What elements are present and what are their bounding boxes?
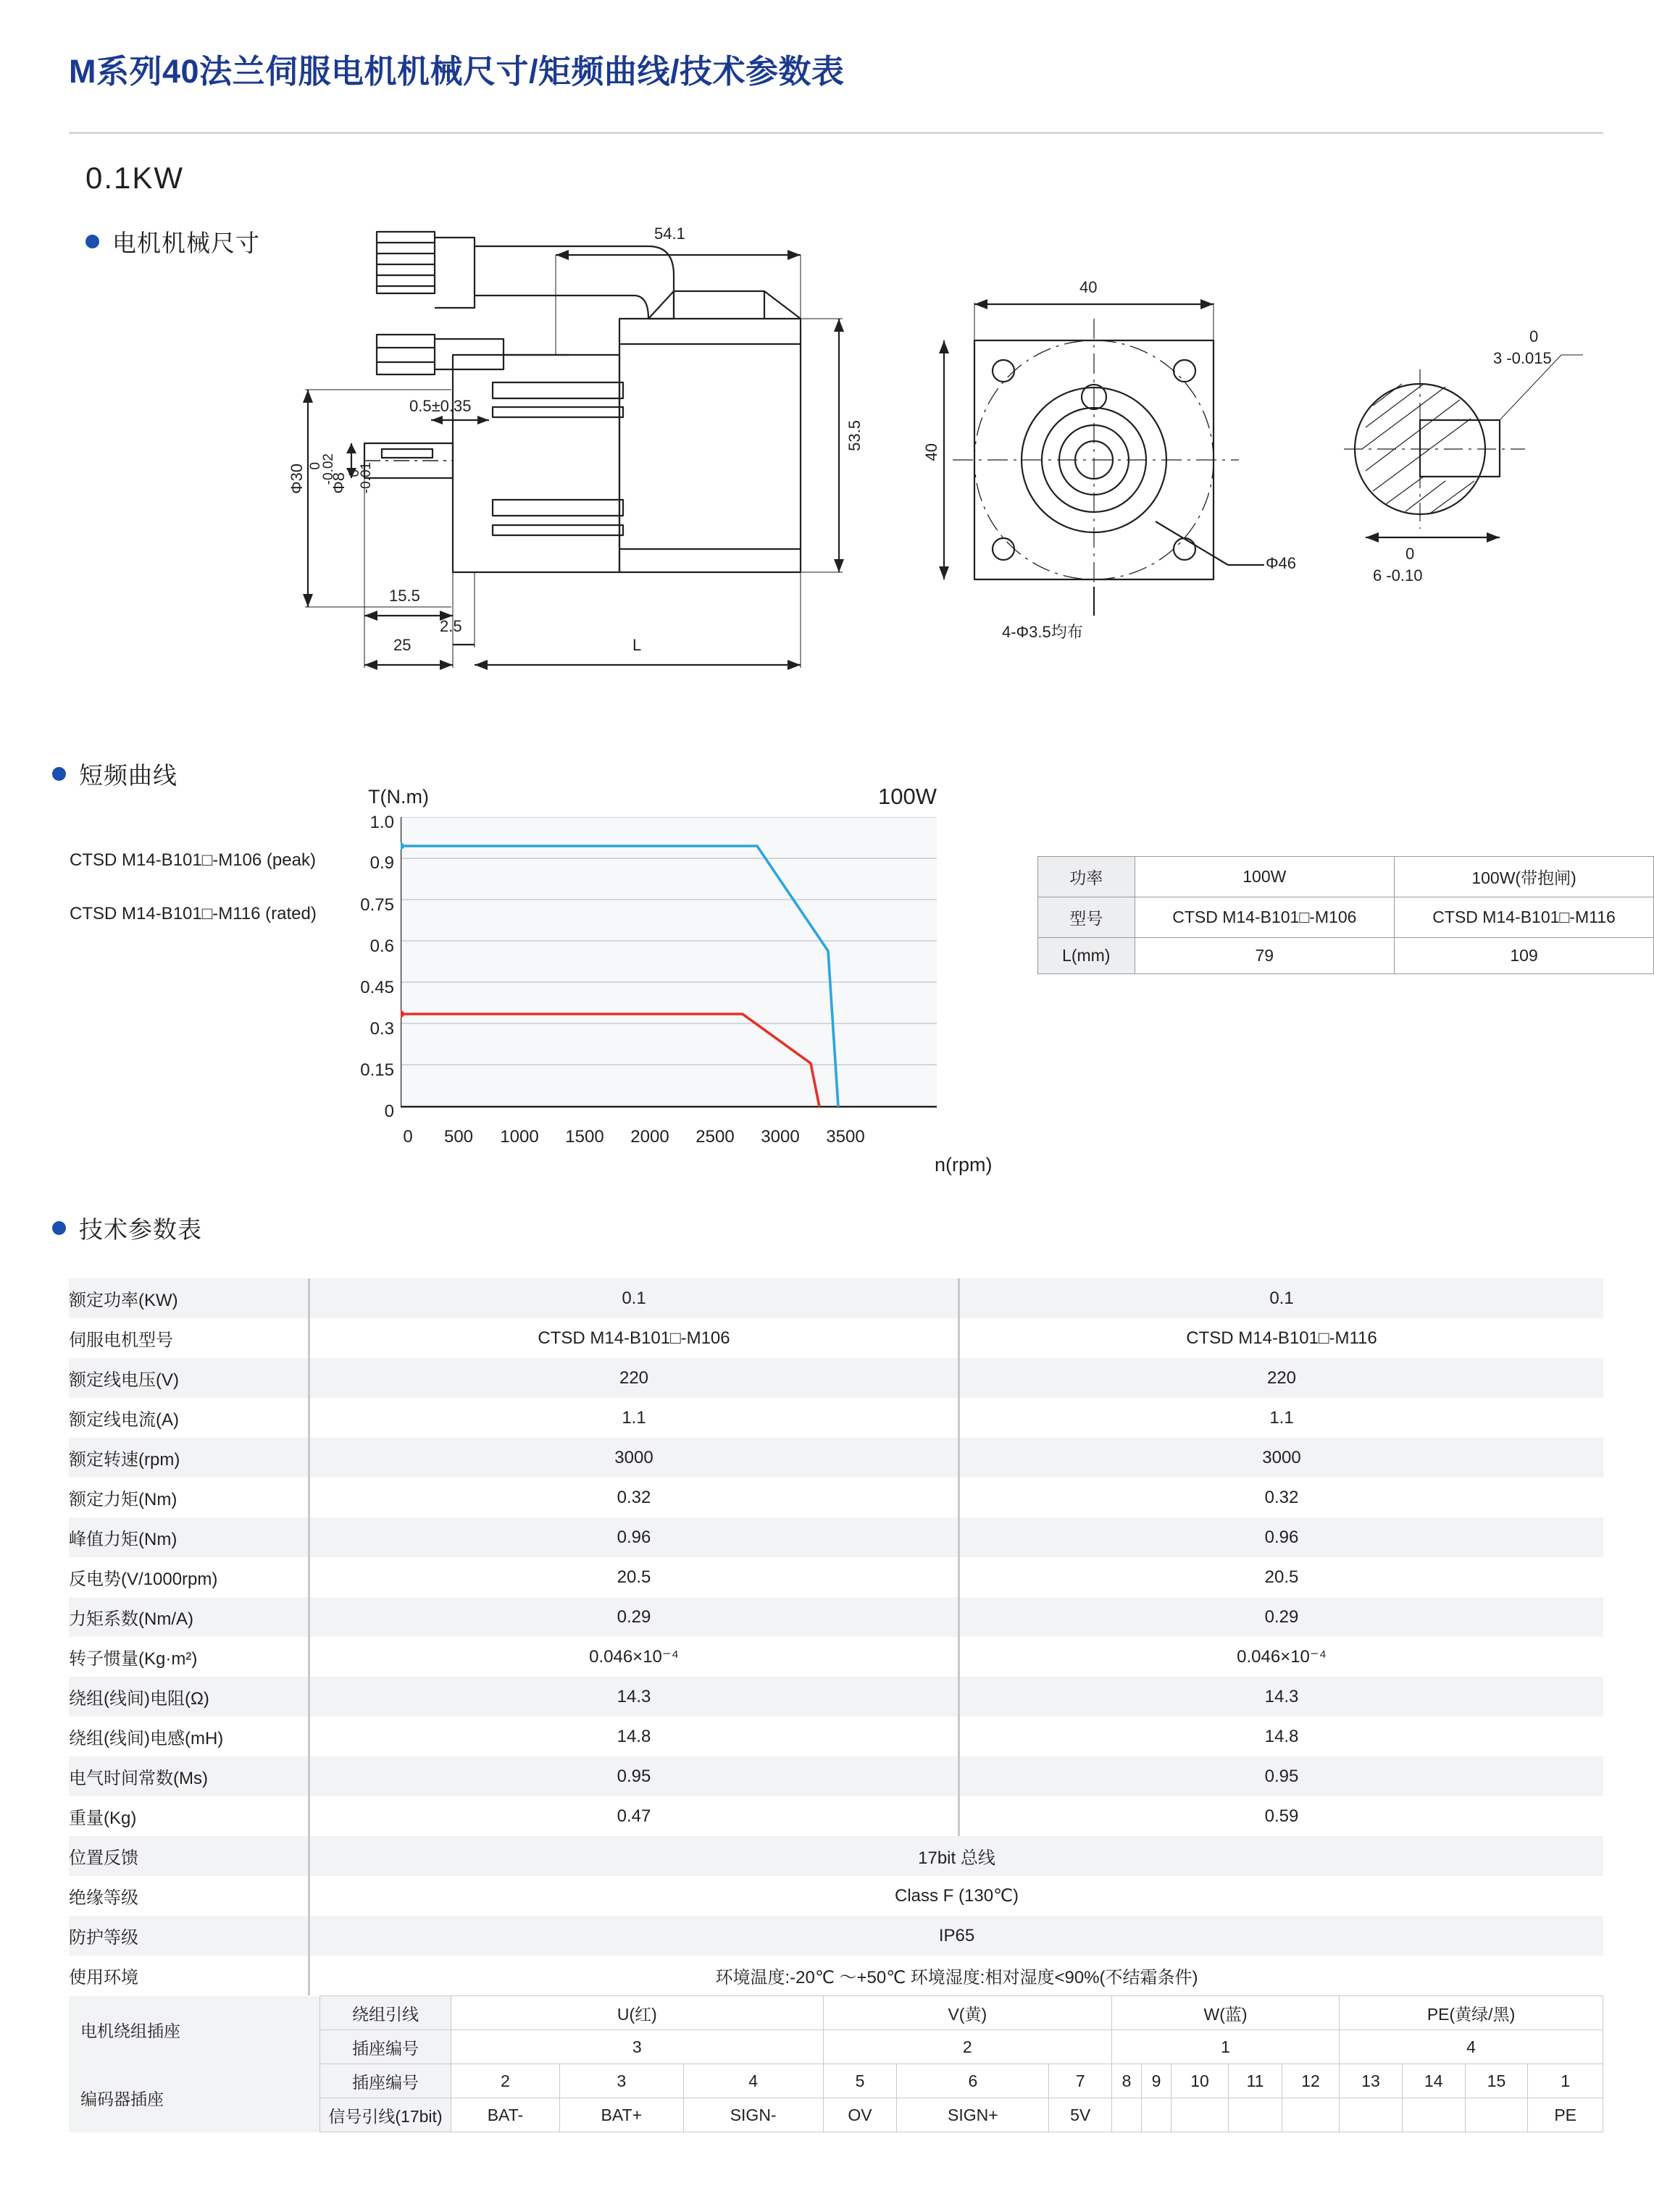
dim-L: L [632, 636, 642, 654]
bullet-icon [52, 767, 66, 781]
param-label: 力矩系数(Nm/A) [69, 1609, 193, 1629]
winding-phase-u: U(红) [451, 1996, 824, 2030]
section-label: 短频曲线 [79, 762, 177, 789]
y-tick-0-45: 0.45 [360, 978, 394, 997]
winding-phase-w: W(蓝) [1112, 1996, 1340, 2030]
chart-y-axis-label: T(N.m) [368, 786, 429, 808]
param-label: 转子惯量(Kg·m²) [69, 1649, 198, 1669]
x-tick-1500: 1500 [565, 1127, 604, 1147]
chart-plot-svg [401, 817, 951, 1121]
table-row [69, 1318, 1603, 1358]
param-value-col2: 0.96 [959, 1517, 1604, 1557]
section-label: 技术参数表 [79, 1216, 202, 1243]
table-row [69, 1398, 1603, 1438]
encoder-row1-label: 插座编号 [320, 2064, 451, 2098]
dim-53-5: 53.5 [845, 420, 864, 451]
param-label: 使用环境 [69, 1968, 138, 1987]
winding-num-pe: 4 [1340, 2030, 1603, 2064]
encoder-signal: BAT- [451, 2098, 560, 2132]
param-label: 额定功率(KW) [69, 1291, 178, 1310]
param-value-merged: IP65 [309, 1916, 1604, 1956]
power-rating-label: 0.1KW [85, 161, 185, 195]
param-value-col1: 0.046×10⁻⁴ [309, 1637, 959, 1677]
table-row [69, 1796, 1603, 1836]
param-label: 防护等级 [69, 1928, 138, 1948]
param-label: 绝缘等级 [69, 1888, 138, 1908]
param-value-merged: Class F (130℃) [309, 1876, 1604, 1916]
table-row [69, 1956, 1603, 1995]
param-label: 峰值力矩(Nm) [69, 1530, 177, 1549]
dim-2-5: 2.5 [440, 617, 462, 635]
winding-row2-label: 插座编号 [320, 2030, 451, 2064]
encoder-signal [1340, 2098, 1403, 2132]
encoder-pin: 14 [1402, 2064, 1465, 2098]
x-tick-0: 0 [403, 1127, 413, 1147]
dim-phi30: Φ30 [288, 464, 306, 495]
dim-flange-40-side: 40 [922, 443, 940, 461]
param-value-col2: 0.046×10⁻⁴ [959, 1637, 1604, 1677]
param-label: 绕组(线间)电阻(Ω) [69, 1689, 209, 1709]
param-label: 电气时间常数(Ms) [69, 1769, 208, 1788]
y-tick-0-3: 0.3 [369, 1019, 394, 1039]
param-label: 伺服电机型号 [69, 1331, 173, 1350]
encoder-pin: 5 [823, 2064, 897, 2098]
title-divider [69, 132, 1603, 134]
param-label: 重量(Kg) [69, 1809, 137, 1828]
table-row [69, 1517, 1603, 1557]
param-value-col1: 0.95 [309, 1756, 959, 1796]
mechanical-drawing [69, 210, 1590, 703]
x-tick-500: 500 [443, 1127, 474, 1147]
encoder-signal: OV [823, 2098, 897, 2132]
encoder-pin: 11 [1229, 2064, 1282, 2098]
section-curve-heading [52, 757, 177, 791]
param-label: 绕组(线间)电感(mH) [69, 1729, 224, 1748]
encoder-signal: SIGN+ [897, 2098, 1049, 2132]
winding-phase-v: V(黄) [823, 1996, 1111, 2030]
param-value-col2: 20.5 [959, 1557, 1604, 1597]
encoder-signal [1402, 2098, 1465, 2132]
bullet-icon [52, 1221, 66, 1235]
encoder-signal [1229, 2098, 1282, 2132]
encoder-pin: 3 [559, 2064, 683, 2098]
key-dim-6: 6 -0.10 [1373, 566, 1423, 585]
table-row [69, 1597, 1603, 1637]
encoder-row2-label: 信号引线(17bit) [320, 2098, 451, 2132]
parameters-main-table [69, 1278, 1603, 1995]
encoder-signal: SIGN- [683, 2098, 823, 2132]
section-label: 电机机械尺寸 [112, 230, 260, 256]
param-value-col2: 0.95 [959, 1756, 1604, 1796]
param-value-col2: 0.29 [959, 1597, 1604, 1637]
table-row [69, 1677, 1603, 1717]
encoder-signal: PE [1528, 2098, 1603, 2132]
spec-row-head: 型号 [1038, 897, 1135, 938]
key-dim-3: 3 -0.015 [1493, 349, 1552, 367]
param-value-col2: CTSD M14-B101□-M116 [959, 1318, 1604, 1358]
table-row [69, 1478, 1603, 1517]
x-tick-1000: 1000 [500, 1127, 539, 1147]
winding-num-u: 3 [451, 2030, 824, 2064]
param-label: 反电势(V/1000rpm) [69, 1570, 218, 1589]
encoder-pin: 6 [897, 2064, 1049, 2098]
spec-cell: 100W [1135, 857, 1395, 897]
param-label: 额定力矩(Nm) [69, 1490, 177, 1509]
spec-row-head: 功率 [1038, 857, 1135, 897]
dim-phi46: Φ46 [1266, 554, 1297, 572]
table-row [69, 1358, 1603, 1398]
encoder-signal: 5V [1049, 2098, 1112, 2132]
param-value-col1: 0.96 [309, 1517, 959, 1557]
chart-x-axis-label: n(rpm) [935, 1154, 993, 1176]
chart-legend-item-0: CTSD M14-B101□-M106 (peak) [70, 850, 316, 870]
dim-4-phi3-5: 4-Φ3.5均布 [1002, 623, 1083, 641]
param-label: 位置反馈 [69, 1848, 138, 1868]
table-row [69, 1756, 1603, 1796]
param-value-col1: 20.5 [309, 1557, 959, 1597]
key-tol-3-top: 0 [1529, 327, 1539, 345]
param-value-col1: 14.3 [309, 1677, 959, 1717]
param-label: 额定线电流(A) [69, 1410, 179, 1430]
table-row [69, 1637, 1603, 1677]
section-params-heading [52, 1211, 202, 1245]
spec-cell: 100W(带抱闸) [1395, 857, 1654, 897]
param-value-col1: 0.47 [309, 1796, 959, 1836]
key-tol-6-top: 0 [1406, 545, 1415, 563]
param-value-col2: 14.3 [959, 1677, 1604, 1717]
table-row [69, 1996, 1603, 2030]
y-tick-0-6: 0.6 [369, 937, 394, 956]
page-title: M系列40法兰伺服电机机械尺寸/矩频曲线/技术参数表 [69, 53, 845, 90]
param-value-col1: 0.1 [309, 1278, 959, 1318]
table-row [1038, 857, 1654, 897]
param-value-col2: 14.8 [959, 1717, 1604, 1756]
encoder-pin: 2 [451, 2064, 560, 2098]
table-row [69, 1876, 1603, 1916]
encoder-pin: 8 [1112, 2064, 1142, 2098]
x-tick-3500: 3500 [826, 1127, 865, 1147]
spec-cell: 79 [1135, 938, 1395, 974]
param-label: 额定转速(rpm) [69, 1450, 180, 1470]
dim-0-5: 0.5±0.35 [409, 397, 472, 415]
encoder-signal [1112, 2098, 1142, 2132]
table-row [69, 1557, 1603, 1597]
spec-cell: CTSD M14-B101□-M116 [1395, 897, 1654, 938]
param-label: 额定线电压(V) [69, 1370, 179, 1390]
dim-phi8-tol-top: 0 [347, 469, 362, 477]
mechanical-drawing-svg [69, 210, 1590, 703]
y-tick-0: 0 [384, 1102, 394, 1121]
winding-section-label: 电机绕组插座 [69, 1996, 320, 2064]
encoder-signal [1142, 2098, 1171, 2132]
dim-25: 25 [393, 636, 412, 654]
param-value-col1: CTSD M14-B101□-M106 [309, 1318, 959, 1358]
encoder-pin: 15 [1465, 2064, 1528, 2098]
encoder-pin: 13 [1340, 2064, 1403, 2098]
winding-num-v: 2 [823, 2030, 1111, 2064]
table-row [69, 1836, 1603, 1876]
dim-phi30-tol-bottom: -0.02 [321, 453, 336, 485]
dim-flange-40-top: 40 [1079, 278, 1098, 296]
encoder-section-label: 编码器插座 [69, 2064, 320, 2132]
table-row [1038, 897, 1654, 938]
param-value-col1: 3000 [309, 1438, 959, 1478]
table-row [69, 1278, 1603, 1318]
encoder-pin: 12 [1282, 2064, 1340, 2098]
spec-row-head: L(mm) [1038, 938, 1135, 974]
table-row [1038, 938, 1654, 974]
dim-phi8-tol-bottom: -0.01 [359, 462, 374, 494]
encoder-signal [1465, 2098, 1528, 2132]
encoder-pin: 10 [1171, 2064, 1229, 2098]
x-tick-3000: 3000 [761, 1127, 800, 1147]
table-row [69, 2064, 1603, 2098]
spec-cell: CTSD M14-B101□-M106 [1135, 897, 1395, 938]
table-row [69, 1438, 1603, 1478]
x-tick-2500: 2500 [696, 1127, 735, 1147]
model-spec-table [1037, 856, 1654, 974]
chart-legend-item-1: CTSD M14-B101□-M116 (rated) [70, 904, 317, 923]
y-tick-0-15: 0.15 [360, 1060, 394, 1080]
param-value-col1: 0.32 [309, 1478, 959, 1517]
param-value-col2: 220 [959, 1358, 1604, 1398]
param-value-col2: 1.1 [959, 1398, 1604, 1438]
y-tick-0-75: 0.75 [360, 895, 394, 915]
winding-socket-table [69, 1995, 1603, 2132]
x-tick-2000: 2000 [630, 1127, 669, 1147]
winding-phase-pe: PE(黄绿/黑) [1340, 1996, 1603, 2030]
param-value-col1: 1.1 [309, 1398, 959, 1438]
param-value-col1: 220 [309, 1358, 959, 1398]
y-tick-0-9: 0.9 [369, 853, 394, 873]
winding-num-w: 1 [1112, 2030, 1340, 2064]
encoder-pin: 4 [683, 2064, 823, 2098]
spec-cell: 109 [1395, 938, 1654, 974]
encoder-signal [1282, 2098, 1340, 2132]
encoder-pin: 7 [1049, 2064, 1112, 2098]
param-value-merged: 环境温度:-20℃ ～+50℃ 环境湿度:相对湿度<90%(不结霜条件) [309, 1956, 1604, 1995]
encoder-pin: 1 [1528, 2064, 1603, 2098]
param-value-col2: 3000 [959, 1438, 1604, 1478]
encoder-signal: BAT+ [559, 2098, 683, 2132]
param-value-col2: 0.1 [959, 1278, 1604, 1318]
dim-15-5: 15.5 [389, 587, 420, 605]
technical-parameters-table [69, 1278, 1603, 2132]
param-value-col2: 0.32 [959, 1478, 1604, 1517]
encoder-pin: 9 [1142, 2064, 1171, 2098]
param-value-col1: 0.29 [309, 1597, 959, 1637]
table-row [69, 1916, 1603, 1956]
param-value-col2: 0.59 [959, 1796, 1604, 1836]
chart-power-label: 100W [878, 784, 937, 809]
param-value-merged: 17bit 总线 [309, 1836, 1604, 1876]
dim-phi30-tol-top: 0 [308, 462, 323, 470]
encoder-signal [1171, 2098, 1229, 2132]
y-tick-1-0: 1.0 [369, 813, 394, 832]
dim-54-1: 54.1 [654, 225, 685, 243]
param-value-col1: 14.8 [309, 1717, 959, 1756]
table-row [69, 1717, 1603, 1756]
dim-phi8: Φ8 [330, 472, 348, 494]
winding-row1-label: 绕组引线 [320, 1996, 451, 2030]
